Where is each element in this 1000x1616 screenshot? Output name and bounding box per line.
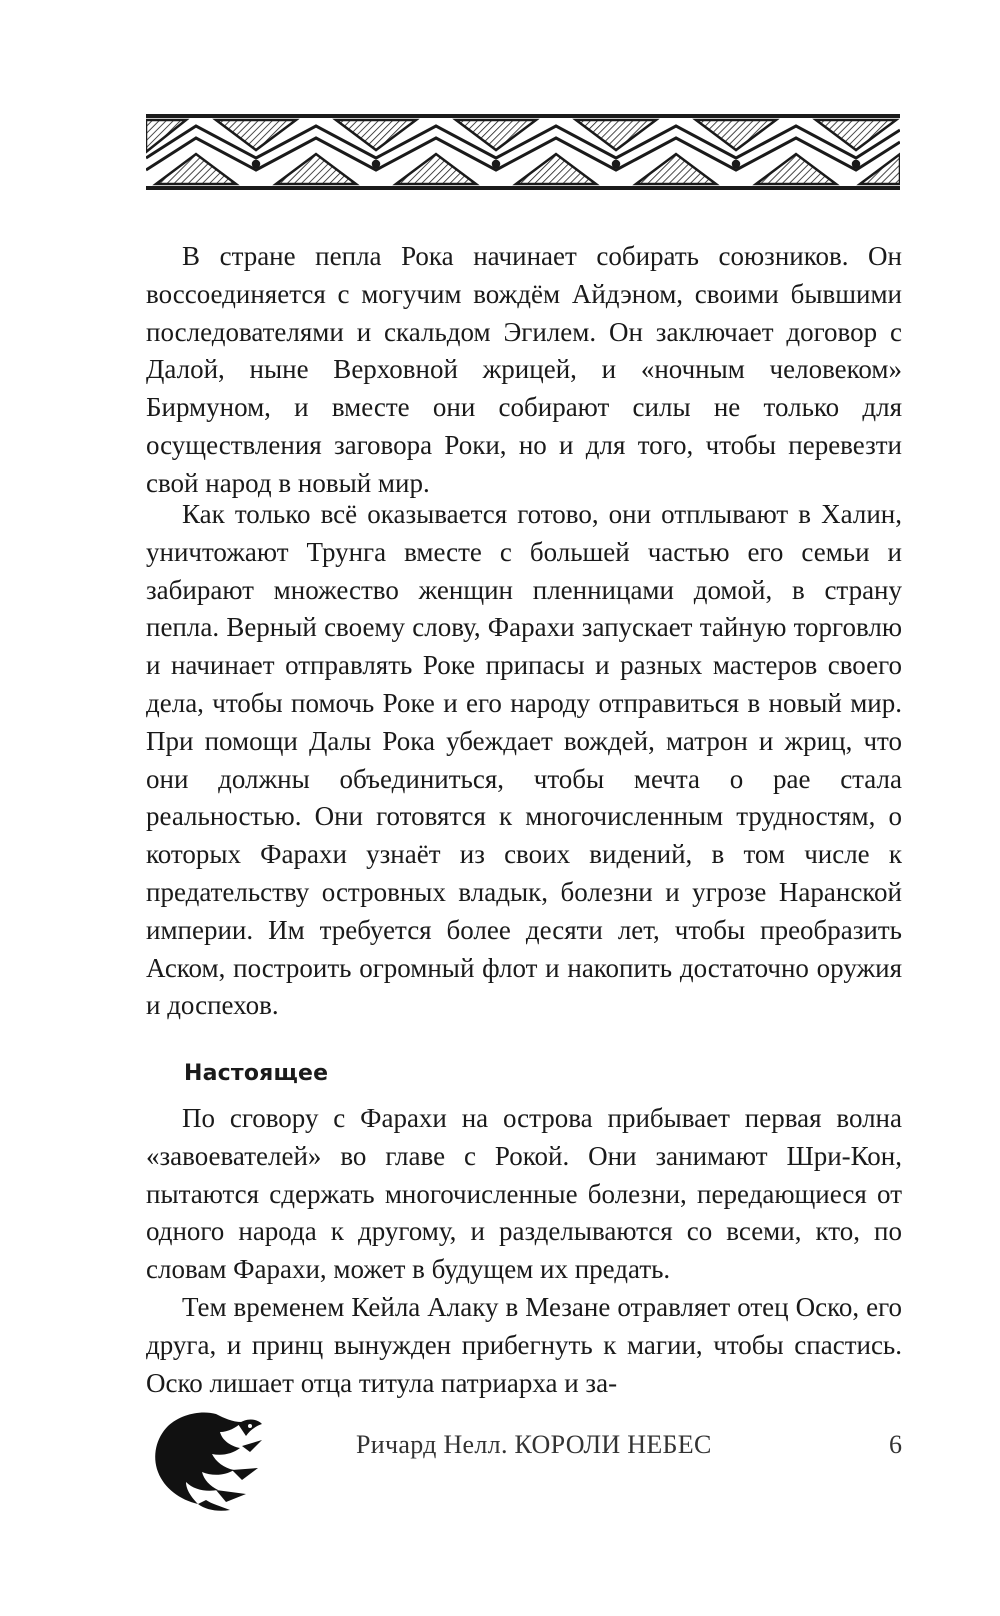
running-title: Ричард Нелл. КОРОЛИ НЕБЕС bbox=[356, 1430, 712, 1459]
body-text-part-1b bbox=[146, 496, 902, 1025]
paragraph: Как только всё оказывается готово, они отплывают в Халин, уничтожают Трунга вместе с большей частью его семьи и забирают множество женщин пленницами домой, в страну пепла. Верный своему слову, Фарахи запускает тайную торговлю и начинает отправлять Роке припасы и разных мастеров своего дела, чтобы помочь Роке и его народу отправиться в новый мир. При помощи Далы Рока убеждает вождей, матрон и жриц, что они должны объединиться, чтобы мечта о рае стала реальностью. Они готовятся к многочисленным трудностям, о которых Фарахи узнаёт из своих видений, в том числе к предательству островных владык, болезни и угрозе Наранской империи. Им требуется более десяти лет, чтобы преобразить Аском, построить огромный флот и накопить достаточно оружия и доспехов. bbox=[146, 499, 902, 1021]
ornament-header-band bbox=[146, 112, 900, 192]
paragraph: В стране пепла Рока начинает собирать союзников. Он воссоединяется с могучим вождём Айдэном, своими бывшими последователями и скальдом Эгилем. Он заключает договор с Далой, ныне Верховной жрицей, и «ночным человеком» Бирмуном, и вместе они собирают силы не только для осуществления заговора Роки, но и для того, чтобы перевезти свой народ в новый мир. bbox=[146, 241, 902, 498]
body-text-part-2 bbox=[146, 1100, 902, 1402]
dragon-icon bbox=[146, 1406, 266, 1516]
section-heading: Настоящее bbox=[184, 1061, 329, 1086]
paragraph: Тем временем Кейла Алаку в Мезане отравляет отец Оско, его друга, и принц вынужден прибегнуть к магии, чтобы спастись. Оско лишает отца титула патриарха и за- bbox=[146, 1291, 902, 1398]
paragraph: По сговору с Фарахи на острова прибывает первая волна «завоевателей» во главе с Рокой. Они занимают Шри-Кон, пытаются сдержать многочисленные болезни, передающиеся от одного народа к другому, и разделываются со всеми, кто, по словам Фарахи, может в будущем их предать. bbox=[146, 1103, 902, 1285]
body-text-part-1 bbox=[146, 238, 902, 503]
page-footer bbox=[146, 1400, 902, 1520]
page-number: 6 bbox=[889, 1430, 902, 1459]
